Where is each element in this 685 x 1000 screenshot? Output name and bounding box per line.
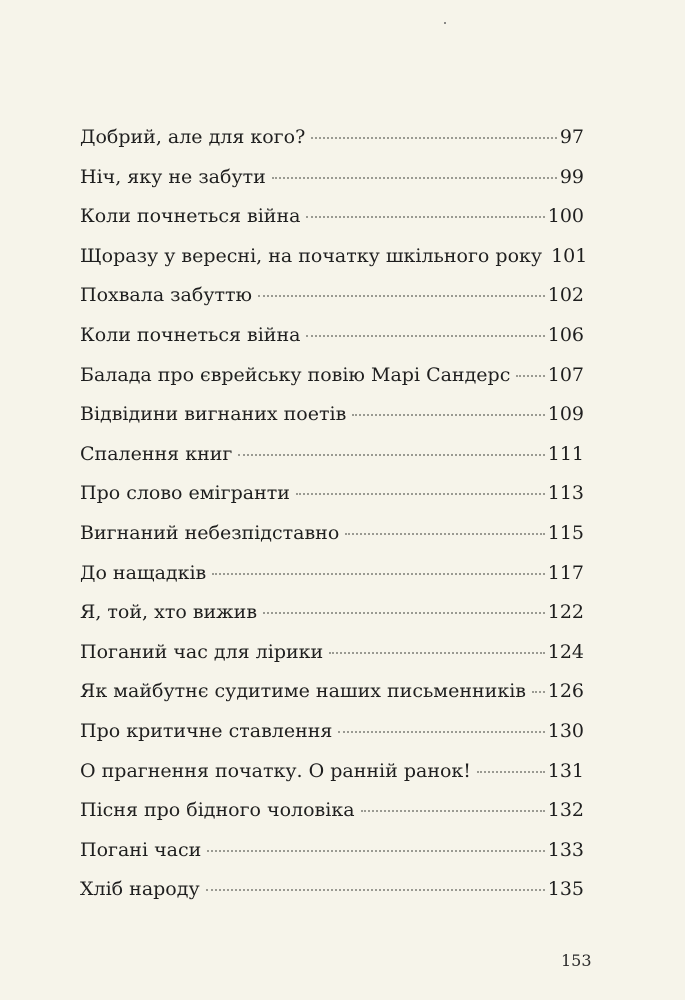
toc-entry [80, 554, 584, 594]
toc-entry-page: 126 [547, 680, 584, 703]
toc-dot-leader [238, 454, 544, 456]
toc-entry-page: 111 [547, 442, 584, 465]
toc-entry-title: Щоразу у вересні, на початку шкільного року [80, 244, 543, 267]
toc-dot-leader [306, 335, 544, 337]
toc-entry-title: Похвала забуттю [80, 284, 253, 307]
toc-entry-page: 115 [547, 521, 584, 544]
toc-dot-leader [206, 889, 545, 891]
toc-entry-title: Як майбутнє судитиме наших письменників [80, 680, 526, 703]
toc-dot-leader [516, 375, 544, 377]
toc-entry [80, 514, 584, 554]
toc-dot-leader [477, 771, 545, 773]
toc-entry-title: Коли почнеться війна [80, 323, 301, 346]
toc-entry [80, 276, 584, 316]
toc-dot-leader [306, 216, 544, 218]
toc-entry [80, 752, 584, 792]
toc-entry-title: Про слово емігранти [80, 482, 290, 505]
toc-entry-title: Погані часи [80, 838, 202, 861]
toc-dot-leader [345, 533, 544, 535]
toc-entry-page: 113 [547, 482, 584, 505]
printing-speck [444, 22, 446, 24]
toc-dot-leader [352, 414, 544, 416]
toc-entry-title: Я, той, хто вижив [80, 601, 258, 624]
toc-entry [80, 197, 584, 237]
toc-entry-title: Добрий, але для кого? [80, 126, 306, 148]
toc-dot-leader [263, 612, 545, 614]
toc-entry-page: 102 [547, 284, 584, 307]
toc-entry [80, 593, 584, 633]
toc-entry [80, 831, 584, 871]
toc-entry [80, 672, 584, 712]
toc-entry-page: 99 [559, 165, 584, 188]
toc-entry [80, 237, 588, 277]
toc-dot-leader [296, 493, 545, 495]
toc-dot-leader [207, 850, 544, 852]
toc-entry [80, 356, 584, 396]
toc-entry-page: 130 [547, 719, 584, 742]
toc-entry-title: До нащадків [80, 561, 207, 584]
table-of-contents [80, 118, 588, 910]
toc-entry-title: Пісня про бідного чоловіка [80, 799, 355, 822]
toc-entry [80, 633, 584, 673]
toc-dot-leader [338, 731, 544, 733]
toc-entry-page: 131 [547, 759, 584, 782]
toc-entry-page: 97 [559, 126, 584, 148]
toc-entry-title: О прагнення початку. О ранній ранок! [80, 759, 471, 782]
toc-entry-page: 122 [547, 601, 584, 624]
toc-dot-leader [272, 177, 557, 179]
toc-entry-title: Ніч, яку не забути [80, 165, 266, 188]
toc-dot-leader [311, 137, 557, 139]
toc-entry-title: Спалення книг [80, 442, 233, 465]
toc-entry-title: Коли почнеться війна [80, 205, 301, 228]
toc-entry-title: Вигнаний небезпідставно [80, 521, 340, 544]
toc-entry [80, 791, 584, 831]
toc-entry-page: 124 [547, 640, 584, 663]
toc-entry-page: 133 [547, 838, 584, 861]
toc-entry-title: Про критичне ставлення [80, 719, 333, 742]
toc-entry [80, 870, 584, 910]
toc-entry-page: 135 [547, 878, 584, 901]
toc-entry [80, 316, 584, 356]
toc-dot-leader [361, 810, 545, 812]
toc-dot-leader [532, 691, 545, 693]
toc-entry [80, 474, 584, 514]
toc-dot-leader [212, 573, 544, 575]
toc-entry-page: 106 [547, 323, 584, 346]
toc-entry [80, 712, 584, 752]
toc-entry-title: Поганий час для лірики [80, 640, 324, 663]
toc-entry-page: 101 [551, 244, 588, 267]
toc-entry [80, 118, 584, 158]
toc-dot-leader [258, 295, 545, 297]
toc-entry-title: Хліб народу [80, 878, 200, 901]
toc-entry-page: 117 [547, 561, 584, 584]
toc-entry [80, 435, 584, 475]
toc-dot-leader [329, 652, 545, 654]
toc-entry [80, 158, 584, 198]
toc-entry-page: 100 [547, 205, 584, 228]
toc-entry-title: Відвідини вигнаних поетів [80, 403, 347, 426]
toc-entry-page: 132 [547, 799, 584, 822]
toc-entry [80, 395, 584, 435]
toc-entry-page: 107 [547, 363, 584, 386]
toc-entry-title: Балада про єврейську повію Марі Сандерс [80, 363, 511, 386]
toc-entry-page: 109 [547, 403, 584, 426]
page-number: 153 [561, 951, 592, 970]
